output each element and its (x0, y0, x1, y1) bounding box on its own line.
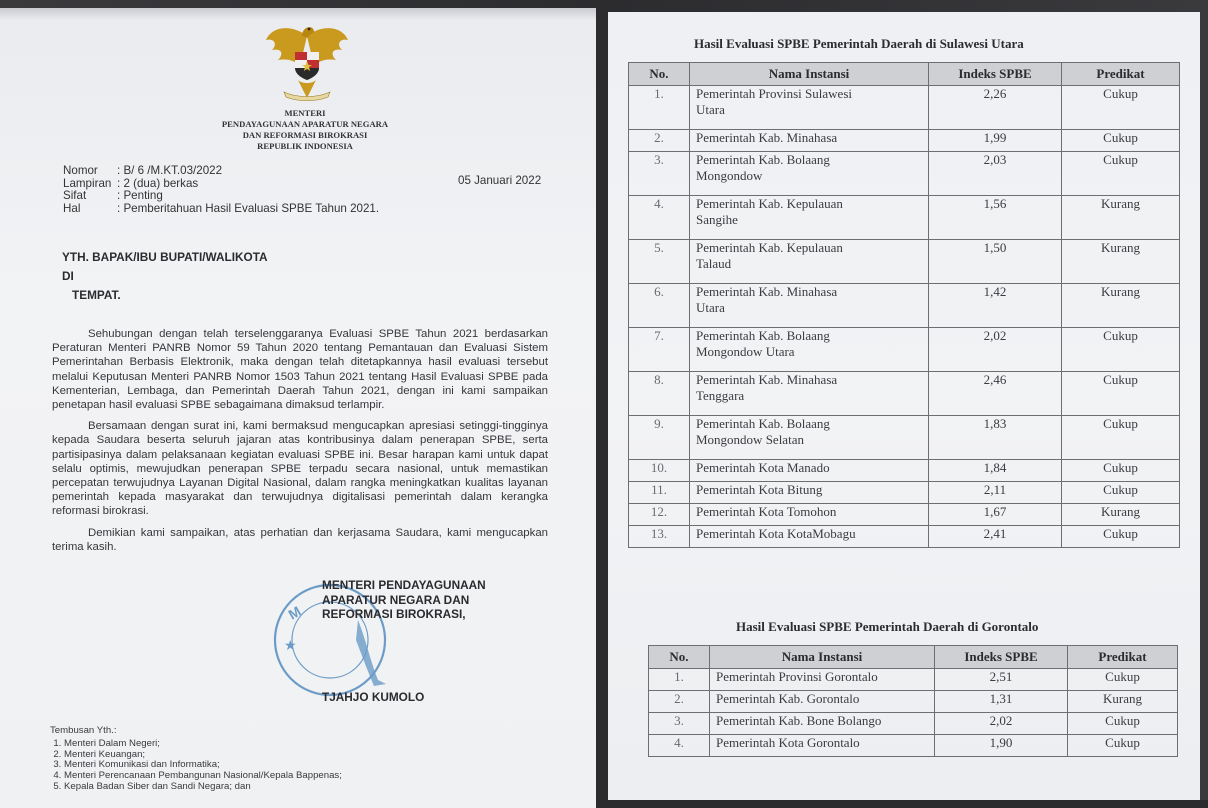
institution-name (710, 735, 935, 757)
institution-name (690, 86, 929, 130)
institution-name-line: Mongondow (696, 168, 763, 183)
table-row (629, 416, 1180, 460)
institution-name (690, 460, 929, 482)
column-header: Indeks SPBE (935, 646, 1068, 669)
predicate: Cukup (1062, 526, 1180, 548)
table-row (629, 482, 1180, 504)
row-number: 6. (629, 284, 690, 328)
spbe-index: 2,41 (929, 526, 1062, 548)
institution-name (690, 416, 929, 460)
spbe-index: 1,56 (929, 196, 1062, 240)
addressee-line: YTH. BAPAK/IBU BUPATI/WALIKOTA (62, 250, 268, 264)
predicate: Cukup (1062, 86, 1180, 130)
sulut-results-table (628, 62, 1180, 548)
table-row (629, 86, 1180, 130)
row-number: 3. (629, 152, 690, 196)
gorontalo-table-body (649, 669, 1178, 757)
meta-key: Sifat (63, 189, 87, 203)
institution-name (690, 372, 929, 416)
institution-name-line: Pemerintah Kab. Bolaang (696, 328, 830, 343)
cc-item: 4. Menteri Perencanaan Pembangunan Nasional/Kepala Bappenas; (64, 771, 342, 782)
spbe-index: 2,46 (929, 372, 1062, 416)
row-number: 4. (649, 735, 710, 757)
cc-item: 5. Kepala Badan Siber dan Sandi Negara; dan (64, 782, 342, 793)
institution-name-line: Pemerintah Kab. Bone Bolango (716, 713, 882, 728)
letter-meta (63, 165, 379, 215)
table-row (649, 669, 1178, 691)
row-number: 9. (629, 416, 690, 460)
spbe-index: 2,02 (935, 713, 1068, 735)
institution-name (710, 691, 935, 713)
table-row (629, 130, 1180, 152)
meta-value: : B/ 6 /M.KT.03/2022 (117, 164, 223, 177)
institution-name-line: Pemerintah Kota Manado (696, 460, 830, 475)
row-number: 13. (629, 526, 690, 548)
column-header: Nama Instansi (690, 63, 929, 86)
table-row (629, 504, 1180, 526)
column-header: No. (629, 63, 690, 86)
spbe-index: 2,02 (929, 328, 1062, 372)
row-number: 4. (629, 196, 690, 240)
letter-page (0, 8, 596, 808)
row-number: 8. (629, 372, 690, 416)
table-row (629, 152, 1180, 196)
addressee (62, 248, 268, 305)
predicate: Cukup (1062, 482, 1180, 504)
meta-key: Hal (63, 201, 81, 215)
svg-text:M: M (285, 602, 304, 623)
institution-name-line: Pemerintah Kab. Kepulauan (696, 196, 843, 211)
ministry-line: DAN REFORMASI BIROKRASI (242, 130, 368, 140)
predicate: Cukup (1062, 372, 1180, 416)
institution-name-line: Pemerintah Kab. Bolaang (696, 152, 830, 167)
institution-name-line: Pemerintah Kab. Bolaang (696, 416, 830, 431)
ministry-line: PENDAYAGUNAAN APARATUR NEGARA (221, 119, 389, 129)
meta-value: : 2 (dua) berkas (117, 176, 199, 190)
sulut-table-body (629, 86, 1180, 548)
carbon-copy-list (50, 726, 342, 793)
ministry-heading (150, 108, 460, 152)
institution-name-line: Tenggara (696, 388, 745, 403)
predicate: Cukup (1068, 669, 1178, 691)
spbe-index: 2,11 (929, 482, 1062, 504)
body-paragraph: Demikian kami sampaikan, atas perhatian dan kerjasama Saudara, kami mengucapkan terima kasih. (52, 526, 548, 553)
row-number: 12. (629, 504, 690, 526)
row-number: 3. (649, 713, 710, 735)
institution-name (690, 284, 929, 328)
ministry-line: REPUBLIK INDONESIA (257, 141, 353, 151)
spbe-index: 2,03 (929, 152, 1062, 196)
institution-name (690, 152, 929, 196)
cc-item: 2. Menteri Keuangan; (64, 750, 342, 761)
institution-name-line: Pemerintah Kab. Minahasa (696, 372, 838, 387)
institution-name-line: Pemerintah Kota KotaMobagu (696, 526, 856, 541)
meta-row-hal (63, 203, 379, 216)
table-row (629, 460, 1180, 482)
institution-name-line: Pemerintah Kota Tomohon (696, 504, 837, 519)
institution-name (690, 130, 929, 152)
table-row (629, 328, 1180, 372)
meta-row-sifat (63, 190, 379, 203)
table-row (629, 372, 1180, 416)
gorontalo-results-table (648, 645, 1178, 757)
institution-name-line: Pemerintah Provinsi Sulawesi (696, 86, 852, 101)
table-row (649, 713, 1178, 735)
institution-name-line: Pemerintah Provinsi Gorontalo (716, 669, 878, 684)
predicate: Kurang (1068, 691, 1178, 713)
predicate: Cukup (1062, 328, 1180, 372)
institution-name-line: Pemerintah Kota Gorontalo (716, 735, 860, 750)
institution-name-line: Pemerintah Kab. Minahasa (696, 284, 838, 299)
spbe-index: 1,90 (935, 735, 1068, 757)
predicate: Cukup (1068, 735, 1178, 757)
table-row (649, 691, 1178, 713)
institution-name (690, 482, 929, 504)
letter-date: 05 Januari 2022 (458, 174, 542, 187)
cc-item: 3. Menteri Komunikasi dan Informatika; (64, 760, 342, 771)
row-number: 10. (629, 460, 690, 482)
institution-name (690, 526, 929, 548)
meta-row-lampiran (63, 178, 379, 191)
institution-name-line: Mongondow Selatan (696, 432, 804, 447)
column-header: Predikat (1068, 646, 1178, 669)
spbe-index: 1,84 (929, 460, 1062, 482)
attachment-page (608, 12, 1200, 800)
row-number: 1. (649, 669, 710, 691)
signatory-name: TJAHJO KUMOLO (322, 690, 425, 704)
svg-text:★: ★ (284, 637, 297, 653)
table-row (629, 240, 1180, 284)
sulut-table-title: Hasil Evaluasi SPBE Pemerintah Daerah di Sulawesi Utara (694, 36, 1024, 51)
row-number: 7. (629, 328, 690, 372)
table-row (629, 284, 1180, 328)
signature-block (322, 578, 486, 622)
institution-name (690, 328, 929, 372)
signature-title-line: APARATUR NEGARA DAN (322, 592, 470, 607)
predicate: Kurang (1062, 196, 1180, 240)
addressee-line: TEMPAT. (72, 288, 121, 302)
spbe-index: 1,50 (929, 240, 1062, 284)
row-number: 1. (629, 86, 690, 130)
meta-key: Lampiran (63, 176, 112, 190)
institution-name-line: Pemerintah Kab. Minahasa (696, 130, 838, 145)
spbe-index: 1,83 (929, 416, 1062, 460)
addressee-line: DI (62, 269, 74, 283)
signature-title-line: MENTERI PENDAYAGUNAAN (322, 578, 486, 592)
institution-name (690, 504, 929, 526)
meta-value: : Penting (117, 189, 163, 203)
meta-key: Nomor (63, 164, 98, 177)
institution-name-line: Sangihe (696, 212, 738, 227)
row-number: 2. (629, 130, 690, 152)
spbe-index: 1,42 (929, 284, 1062, 328)
spbe-index: 2,26 (929, 86, 1062, 130)
institution-name (710, 669, 935, 691)
row-number: 2. (649, 691, 710, 713)
predicate: Cukup (1062, 152, 1180, 196)
meta-value: : Pemberitahuan Hasil Evaluasi SPBE Tahun 2021. (117, 201, 380, 215)
meta-row-nomor (63, 165, 379, 178)
spbe-index: 1,67 (929, 504, 1062, 526)
row-number: 11. (629, 482, 690, 504)
institution-name (690, 196, 929, 240)
column-header: Predikat (1062, 63, 1180, 86)
cc-item: 1. Menteri Dalam Negeri; (64, 739, 342, 750)
institution-name-line: Mongondow Utara (696, 344, 795, 359)
column-header: No. (649, 646, 710, 669)
signature-title-line: REFORMASI BIROKRASI, (322, 607, 466, 622)
institution-name-line: Talaud (696, 256, 732, 271)
row-number: 5. (629, 240, 690, 284)
spbe-index: 2,51 (935, 669, 1068, 691)
predicate: Kurang (1062, 240, 1180, 284)
table-row (629, 526, 1180, 548)
institution-name-line: Pemerintah Kota Bitung (696, 482, 823, 497)
body-paragraph: Bersamaan dengan surat ini, kami bermaksud mengucapkan apresiasi setinggi-tingginya kepada Saudara beserta seluruh jajaran atas kontribusinya dalam penerapan SPBE, serta partisipasinya dalam pelaksanaan kegiatan evaluasi SPBE ini. Besar harapan kami untuk dapat selalu optimis, mewujudkan penerapan SPBE terpadu secara nasional, untuk memastikan percepatan terwujudnya Layanan Digital Nasional, dalam rangka meningkatkan kualitas layanan pemerintah kepada masyarakat dan terwujudnya digitalisasi pemerintah dalam kerangka reformasi birokrasi. (52, 420, 548, 518)
institution-name (690, 240, 929, 284)
institution-name-line: Pemerintah Kab. Kepulauan (696, 240, 843, 255)
institution-name-line: Pemerintah Kab. Gorontalo (716, 691, 860, 706)
letter-body (52, 327, 548, 561)
ministry-line: MENTERI (284, 108, 326, 118)
table-row (629, 196, 1180, 240)
institution-name-line: Utara (696, 300, 725, 315)
institution-name-line: Utara (696, 102, 725, 117)
predicate: Cukup (1068, 713, 1178, 735)
predicate: Cukup (1062, 460, 1180, 482)
predicate: Cukup (1062, 416, 1180, 460)
table-row (649, 735, 1178, 757)
column-header: Indeks SPBE (929, 63, 1062, 86)
gorontalo-table-title: Hasil Evaluasi SPBE Pemerintah Daerah di Gorontalo (736, 619, 1039, 634)
body-paragraph: Sehubungan dengan telah terselenggaranya Evaluasi SPBE Tahun 2021 berdasarkan Peraturan Menteri PANRB Nomor 59 Tahun 2020 tentang Pemantauan dan Evaluasi Sistem Pemerintahan Berbasis Elektronik, maka dengan telah ditetapkannya hasil evaluasi tersebut melalui Keputusan Menteri PANRB Nomor 1503 Tahun 2021 tentang Hasil Evaluasi SPBE pada Kementerian, Lembaga, dan Pemerintah Daerah Tahun 2021, dengan ini kami sampaikan penetapan hasil evaluasi SPBE sebagaimana dimaksud terlampir. (52, 328, 548, 412)
predicate: Cukup (1062, 130, 1180, 152)
spbe-index: 1,99 (929, 130, 1062, 152)
institution-name (710, 713, 935, 735)
column-header: Nama Instansi (710, 646, 935, 669)
predicate: Kurang (1062, 284, 1180, 328)
spbe-index: 1,31 (935, 691, 1068, 713)
garuda-crest-icon (262, 18, 352, 104)
cc-title: Tembusan Yth.: (50, 725, 117, 736)
predicate: Kurang (1062, 504, 1180, 526)
